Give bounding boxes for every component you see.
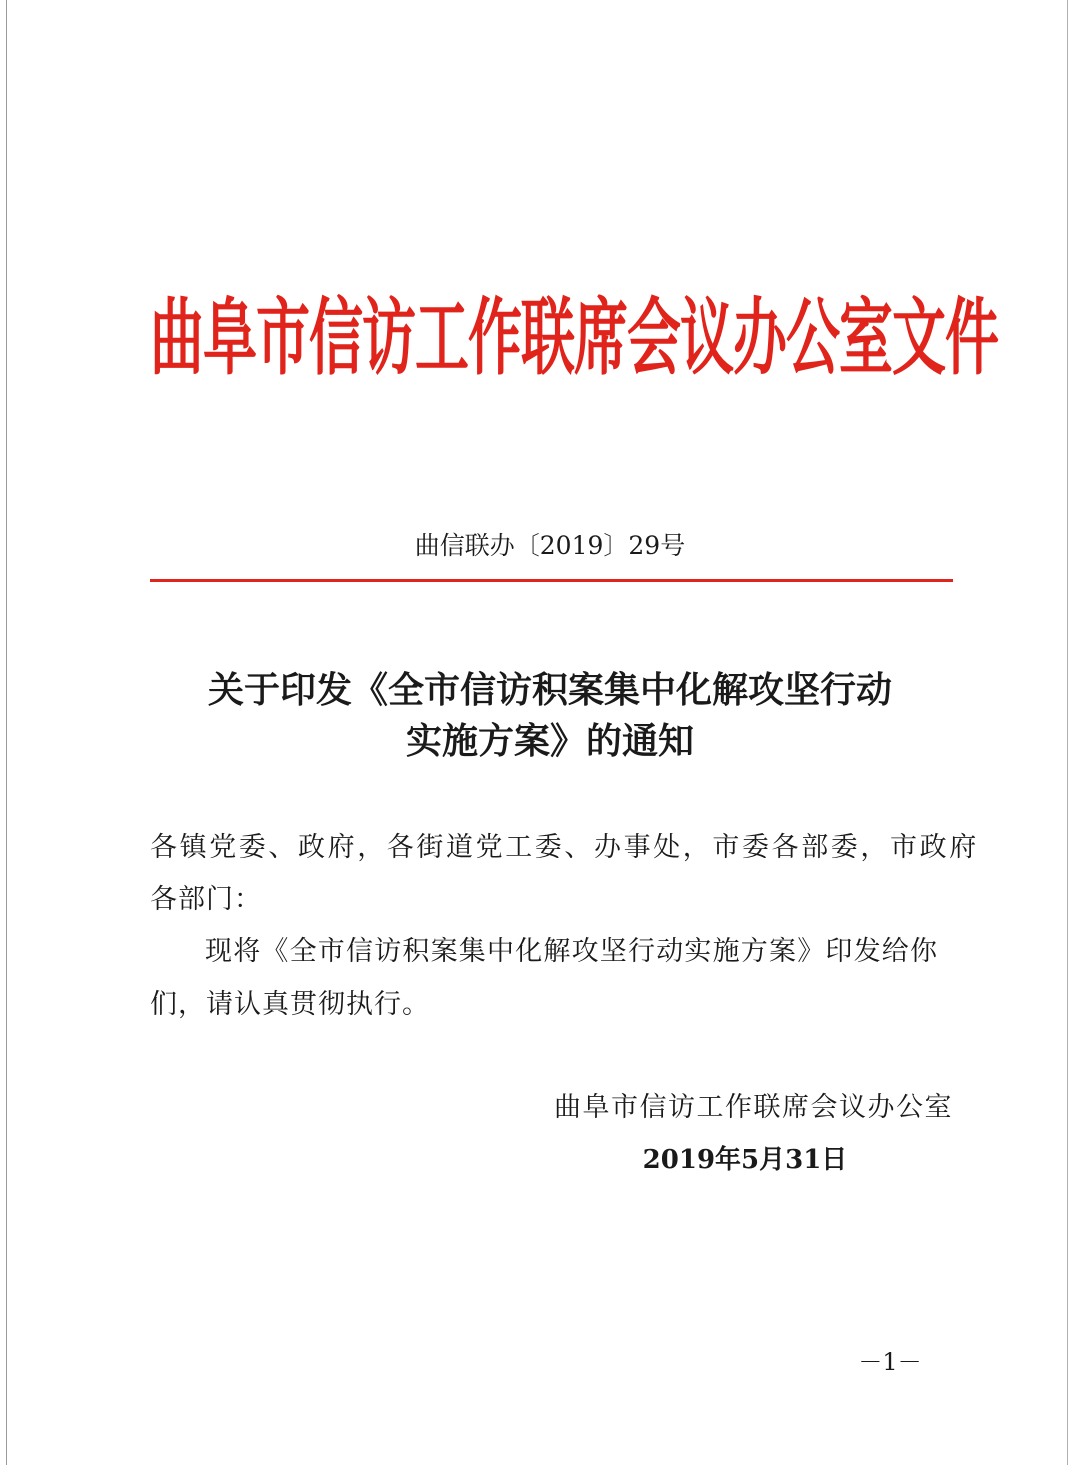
page-edge-right (1067, 0, 1068, 1465)
addressee-line-1: 各镇党委、政府，各街道党工委、办事处，市委各部委，市政府 (150, 832, 979, 863)
addressee-line-2: 各部门： (150, 884, 262, 915)
signature-organization: 曲阜市信访工作联席会议办公室 (554, 1092, 953, 1123)
red-divider-line (150, 579, 953, 582)
page-edge-left (6, 0, 7, 1465)
signature-date: 2019年5月31日 (642, 1145, 848, 1175)
document-header-title: 曲阜市信访工作联席会议办公室文件 (150, 287, 998, 387)
notice-title-line-1: 关于印发《全市信访积案集中化解攻坚行动 (207, 670, 892, 711)
body-paragraph-line-1: 现将《全市信访积案集中化解攻坚行动实施方案》印发给你 (205, 936, 939, 967)
body-paragraph-line-2: 们，请认真贯彻执行。 (150, 989, 430, 1020)
page-number: －1－ (858, 1348, 922, 1376)
notice-title-line-2: 实施方案》的通知 (405, 721, 694, 762)
document-number: 曲信联办〔2019〕29号 (414, 531, 686, 560)
